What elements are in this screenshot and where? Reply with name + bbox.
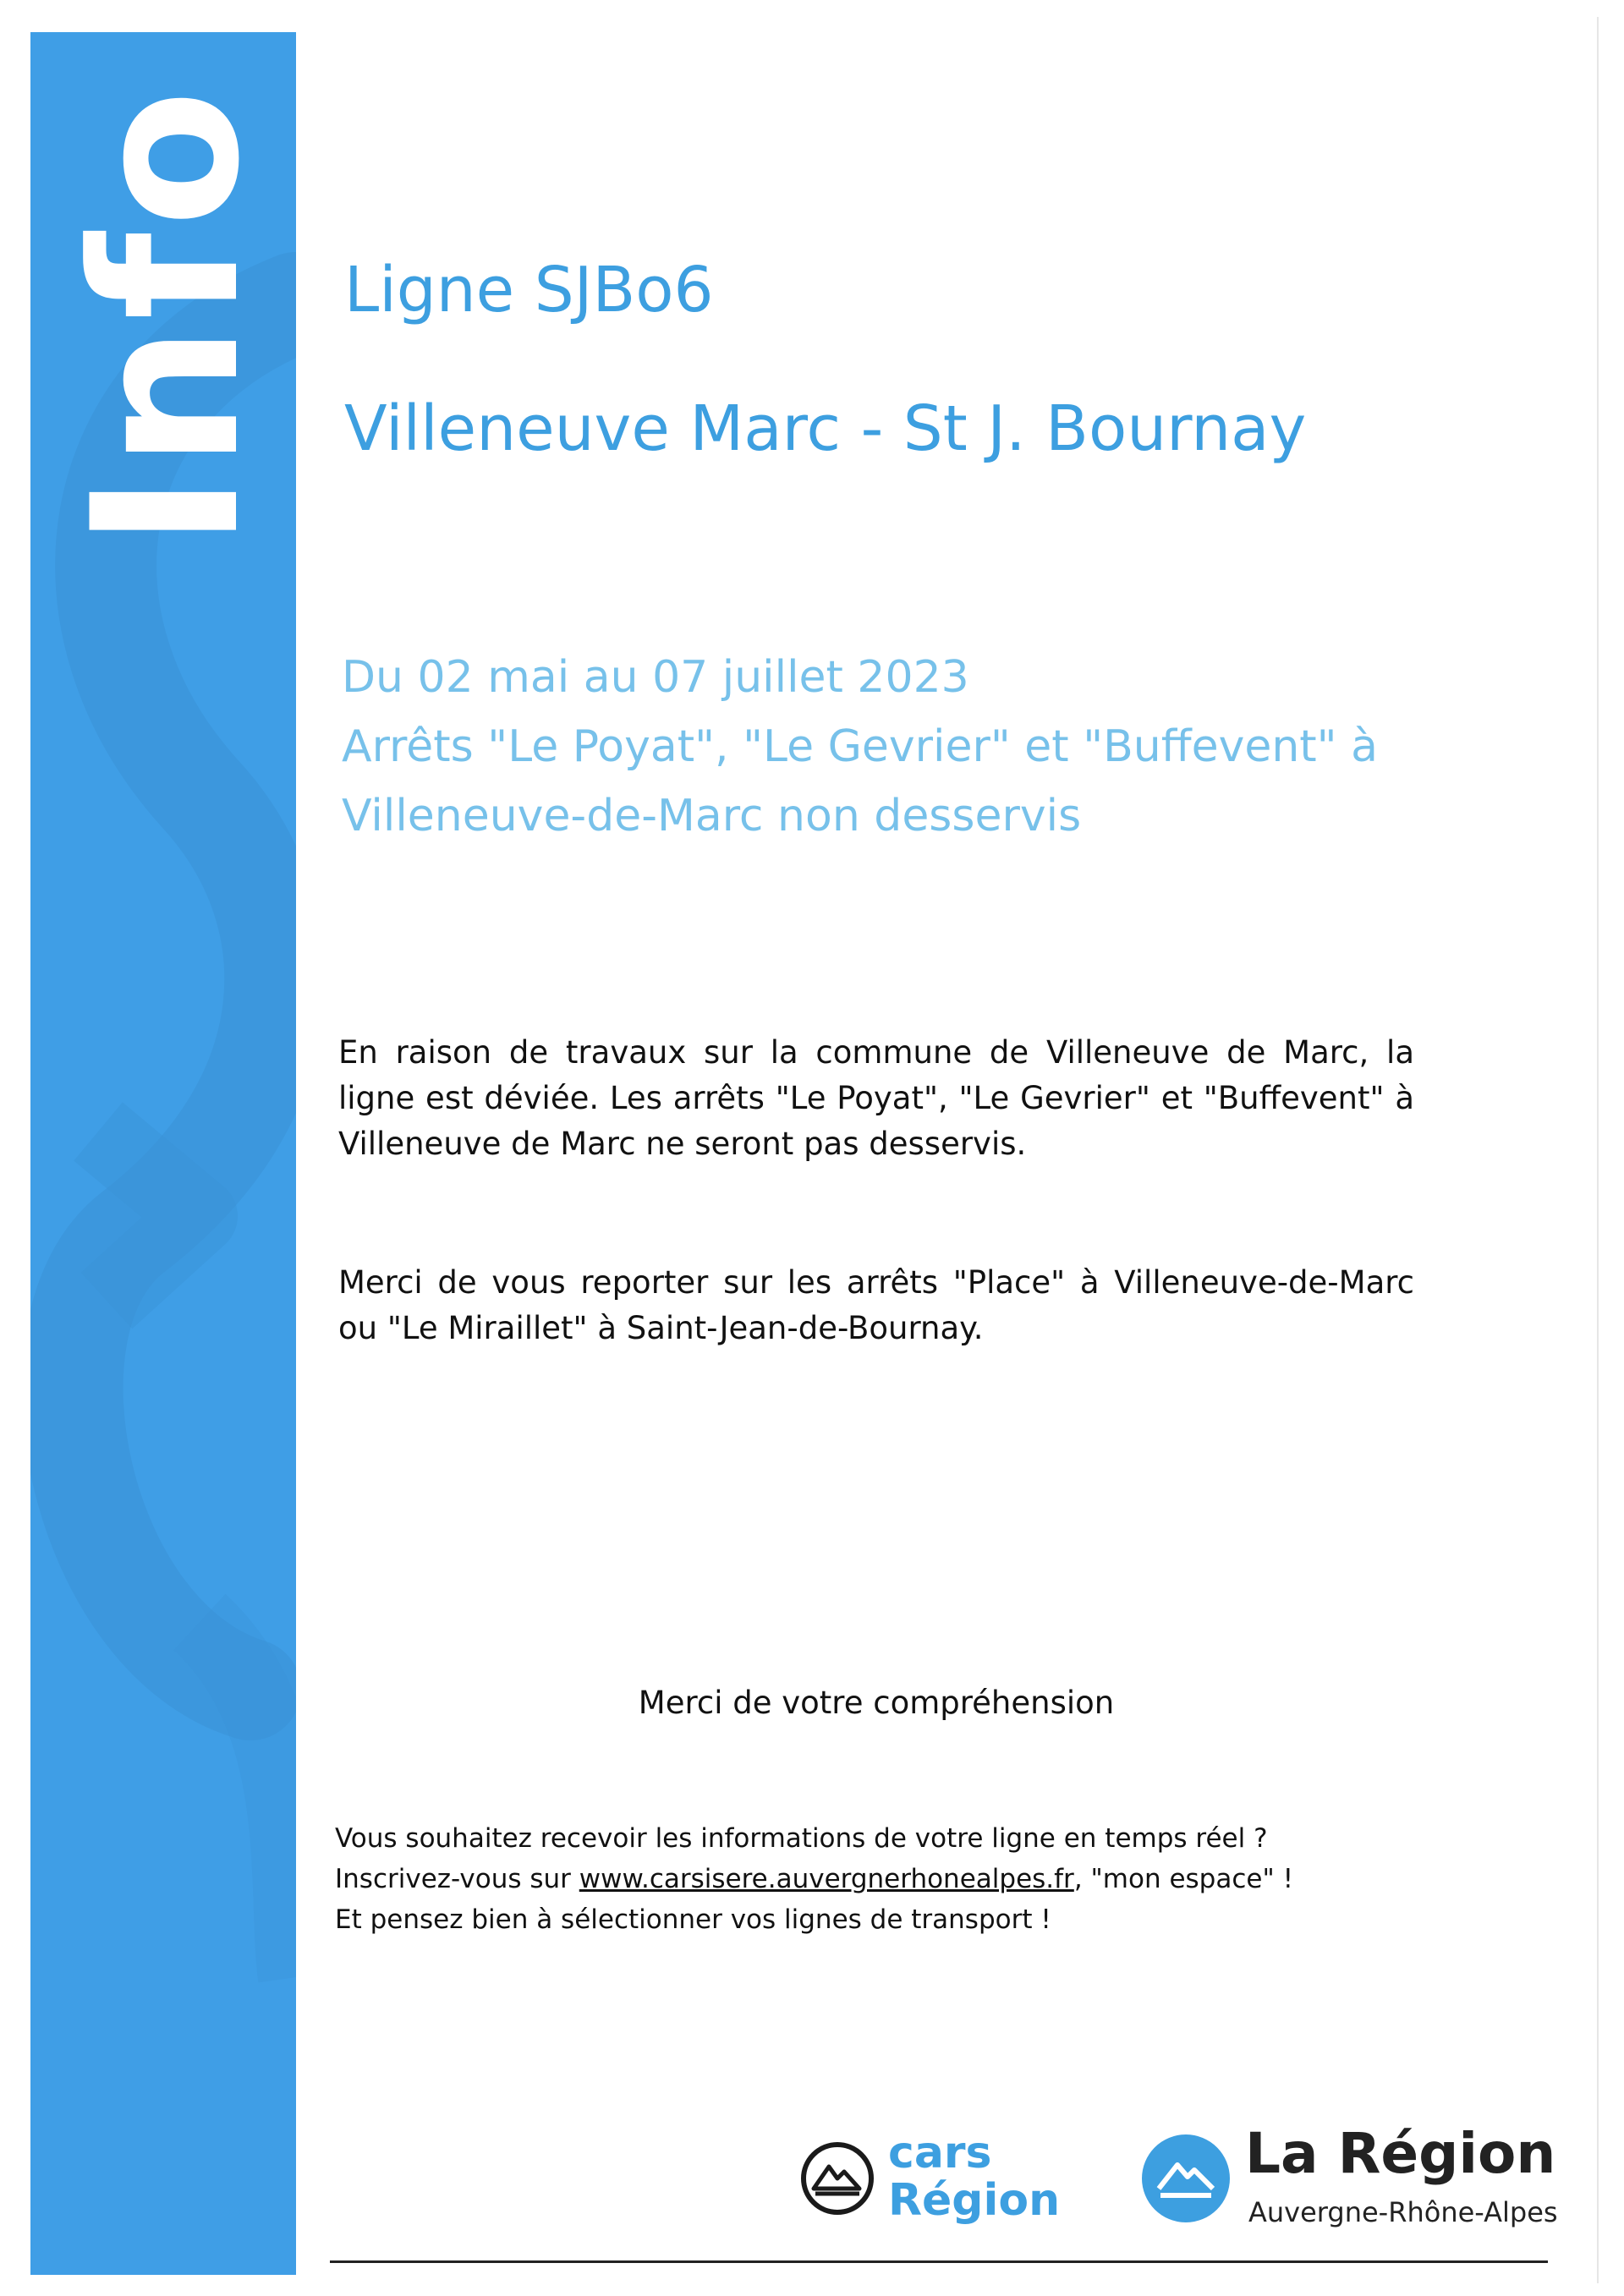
info-sidebar <box>30 32 296 2275</box>
cars-word: cars <box>888 2128 992 2178</box>
region-subtitle: Auvergne-Rhône-Alpes <box>1248 2196 1558 2228</box>
thanks-line: Merci de votre compréhension <box>638 1685 1115 1721</box>
info-label: Info <box>50 84 284 549</box>
footer-line-2-suffix: , "mon espace" ! <box>1073 1864 1293 1894</box>
cars-region-logo <box>795 2128 1083 2241</box>
notice-stops: Arrêts "Le Poyat", "Le Gevrier" et "Buffevent" à <box>342 721 1378 772</box>
footer-line-3: Et pensez bien à sélectionner vos lignes de transport ! <box>335 1904 1051 1935</box>
mountain-ring-icon <box>798 2140 876 2217</box>
route-title: Villeneuve Marc - St J. Bournay <box>344 392 1307 465</box>
carsisere-link[interactable]: www.carsisere.auvergnerhonealpes.fr <box>579 1864 1074 1894</box>
la-region-name: La Région <box>1245 2121 1556 2186</box>
la-region-logo <box>1140 2123 1563 2249</box>
alternative-stops-paragraph: Merci de vous reporter sur les arrêts "Place" à Villeneuve-de-Marc ou "Le Miraillet" à Saint-Jean-de-Bournay. <box>338 1264 1414 1346</box>
line-title: Ligne SJBo6 <box>344 254 714 326</box>
footer-rule <box>330 2260 1548 2263</box>
footer-line-2 <box>335 1859 1293 1899</box>
footer-line-1: Vous souhaitez recevoir les informations de votre ligne en temps réel ? <box>335 1823 1268 1854</box>
notice-summary <box>342 643 1378 851</box>
footer-line-2-prefix: Inscrivez-vous sur <box>335 1864 579 1894</box>
notice-dates: Du 02 mai au 07 juillet 2023 <box>342 652 969 703</box>
mountain-disc-icon <box>1140 2133 1232 2224</box>
detour-paragraph: En raison de travaux sur la commune de Villeneuve de Marc, la ligne est déviée. Les arrêts "Le Poyat", "Le Gevrier" et "Buffevent" à Villeneuve de Marc ne seront pas desservis. <box>338 1034 1414 1162</box>
page-edge <box>1597 17 1599 2283</box>
notice-place: Villeneuve-de-Marc non desservis <box>342 791 1082 841</box>
footer-note <box>335 1818 1293 1940</box>
region-word: Région <box>888 2175 1061 2226</box>
